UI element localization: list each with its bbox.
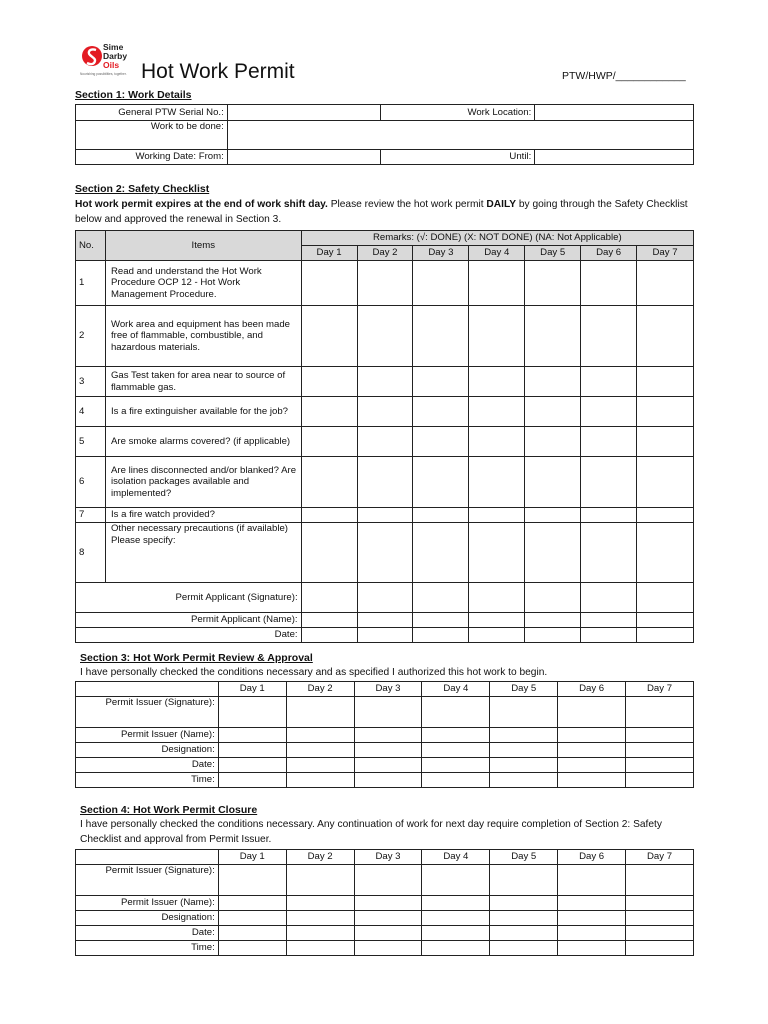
issuer-cell-day-1[interactable] (218, 728, 286, 743)
applicant-cell-day-6[interactable] (581, 628, 637, 643)
logo-text (103, 43, 127, 70)
issuer-row (76, 926, 694, 941)
day-header-7: Day 7 (626, 850, 694, 865)
applicant-signature-label: Permit Applicant (Signature): (76, 583, 302, 613)
checklist-cell-day-7[interactable] (637, 261, 694, 306)
issuer-cell-day-6[interactable] (558, 773, 626, 788)
applicant-cell-day-2[interactable] (357, 628, 413, 643)
issuer-cell-day-1[interactable] (218, 743, 286, 758)
applicant-cell-day-6[interactable] (581, 613, 637, 628)
logo-word-darby: Darby (103, 51, 128, 61)
item-number: 7 (76, 508, 106, 523)
issuer-cell-day-7[interactable] (626, 743, 694, 758)
issuer-row-label: Designation: (76, 911, 219, 926)
issuer-cell-day-2[interactable] (286, 896, 354, 911)
issuer-cell-day-1[interactable] (218, 758, 286, 773)
issuer-cell-day-3[interactable] (354, 743, 422, 758)
item-text: Read and understand the Hot Work Procedure OCP 12 - Hot Work Management Procedure. (105, 261, 301, 306)
applicant-cell-day-7[interactable] (637, 628, 694, 643)
intro-b: by going through the Safety Checklist below and approved the renewal in Section 3. (75, 199, 688, 225)
issuer-cell-day-6[interactable] (558, 926, 626, 941)
checklist-row (76, 427, 694, 457)
checklist-cell-day-6[interactable] (581, 306, 637, 367)
issuer-cell-day-2[interactable] (286, 773, 354, 788)
section4-intro: I have personally checked the conditions necessary. Any continuation of work for next day require completion of Section 2: Safety Checklist and approval from Permit Issuer. (80, 819, 662, 845)
issuer-row-label: Permit Issuer (Signature): (76, 865, 219, 896)
location-field[interactable] (535, 105, 694, 121)
until-field[interactable] (535, 150, 694, 165)
issuer-cell-day-7[interactable] (626, 865, 694, 896)
checklist-row (76, 523, 694, 583)
checklist-cell-day-3[interactable] (413, 397, 469, 427)
serial-field[interactable] (227, 105, 381, 121)
issuer-cell-day-5[interactable] (490, 758, 558, 773)
issuer-row-label: Time: (76, 773, 219, 788)
applicant-cell-day-3[interactable] (413, 613, 469, 628)
applicant-row (76, 583, 694, 613)
issuer-cell-day-1[interactable] (218, 697, 286, 728)
issuer-cell-day-3[interactable] (354, 773, 422, 788)
checklist-cell-day-5[interactable] (525, 457, 581, 508)
section2-title: Section 2: Safety Checklist (75, 183, 210, 195)
issuer-cell-day-4[interactable] (422, 758, 490, 773)
checklist-cell-day-4[interactable] (469, 261, 525, 306)
until-label: Until: (381, 150, 535, 165)
section4-title: Section 4: Hot Work Permit Closure (80, 804, 258, 816)
issuer-cell-day-7[interactable] (626, 896, 694, 911)
applicant-cell-day-5[interactable] (525, 628, 581, 643)
logo-tagline: Nourishing possibilities, together. (80, 72, 127, 76)
checklist-cell-day-5[interactable] (525, 427, 581, 457)
issuer-cell-day-7[interactable] (626, 911, 694, 926)
issuer-row (76, 865, 694, 896)
work-field[interactable] (227, 121, 693, 150)
issuer-cell-day-1[interactable] (218, 926, 286, 941)
applicant-cell-day-3[interactable] (413, 628, 469, 643)
day-header-7: Day 7 (626, 682, 694, 697)
checklist-cell-day-4[interactable] (469, 397, 525, 427)
day-header-4: Day 4 (422, 850, 490, 865)
checklist-cell-day-1[interactable] (301, 367, 357, 397)
issuer-cell-day-3[interactable] (354, 926, 422, 941)
item-number: 2 (76, 306, 106, 367)
issuer-row-label: Designation: (76, 743, 219, 758)
issuer-cell-day-1[interactable] (218, 896, 286, 911)
day-header-5: Day 5 (525, 246, 581, 261)
issuer-row (76, 773, 694, 788)
checklist-cell-day-5[interactable] (525, 367, 581, 397)
day-header-6: Day 6 (581, 246, 637, 261)
issuer-cell-day-4[interactable] (422, 697, 490, 728)
checklist-cell-day-4[interactable] (469, 367, 525, 397)
item-text: Are smoke alarms covered? (if applicable) (105, 427, 301, 457)
issuer-cell-day-7[interactable] (626, 941, 694, 956)
checklist-cell-day-7[interactable] (637, 427, 694, 457)
applicant-cell-day-2[interactable] (357, 613, 413, 628)
approval-table (75, 681, 694, 788)
checklist-cell-day-4[interactable] (469, 523, 525, 583)
checklist-cell-day-1[interactable] (301, 427, 357, 457)
checklist-cell-day-2[interactable] (357, 508, 413, 523)
day-header-3: Day 3 (413, 246, 469, 261)
issuer-cell-day-2[interactable] (286, 728, 354, 743)
intro-a: Please review the hot work permit (327, 199, 487, 210)
checklist-cell-day-3[interactable] (413, 261, 469, 306)
date-from-field[interactable] (227, 150, 381, 165)
checklist-cell-day-6[interactable] (581, 427, 637, 457)
issuer-cell-day-4[interactable] (422, 896, 490, 911)
issuer-cell-day-5[interactable] (490, 743, 558, 758)
issuer-row-label: Date: (76, 926, 219, 941)
issuer-cell-day-5[interactable] (490, 697, 558, 728)
day-header-5: Day 5 (490, 682, 558, 697)
checklist-cell-day-1[interactable] (301, 306, 357, 367)
applicant-cell-day-7[interactable] (637, 583, 694, 613)
issuer-cell-day-6[interactable] (558, 865, 626, 896)
checklist-cell-day-7[interactable] (637, 457, 694, 508)
serial-label: General PTW Serial No.: (76, 105, 228, 121)
issuer-row-label: Time: (76, 941, 219, 956)
day-header-3: Day 3 (354, 850, 422, 865)
applicant-cell-day-1[interactable] (301, 583, 357, 613)
checklist-cell-day-2[interactable] (357, 367, 413, 397)
issuer-row (76, 697, 694, 728)
issuer-row-label: Permit Issuer (Signature): (76, 697, 219, 728)
day-header-4: Day 4 (469, 246, 525, 261)
checklist-cell-day-6[interactable] (581, 397, 637, 427)
checklist-cell-day-1[interactable] (301, 261, 357, 306)
issuer-cell-day-1[interactable] (218, 773, 286, 788)
issuer-row (76, 728, 694, 743)
day-header-2: Day 2 (357, 246, 413, 261)
issuer-row-label: Permit Issuer (Name): (76, 728, 219, 743)
logo-word-oils: Oils (103, 60, 120, 70)
issuer-cell-day-1[interactable] (218, 865, 286, 896)
checklist-cell-day-4[interactable] (469, 457, 525, 508)
item-number: 8 (76, 523, 106, 583)
issuer-cell-day-2[interactable] (286, 743, 354, 758)
section3-title: Section 3: Hot Work Permit Review & Approval (80, 652, 313, 664)
issuer-row (76, 743, 694, 758)
day-header-3: Day 3 (354, 682, 422, 697)
checklist-cell-day-7[interactable] (637, 397, 694, 427)
issuer-cell-day-2[interactable] (286, 758, 354, 773)
issuer-cell-day-7[interactable] (626, 728, 694, 743)
item-text: Work area and equipment has been made free of flammable, combustible, and hazardous materials. (105, 306, 301, 367)
issuer-cell-day-3[interactable] (354, 758, 422, 773)
checklist-cell-day-7[interactable] (637, 306, 694, 367)
checklist-cell-day-1[interactable] (301, 397, 357, 427)
issuer-row-label: Date: (76, 758, 219, 773)
issuer-cell-day-3[interactable] (354, 896, 422, 911)
section1-title: Section 1: Work Details (75, 89, 192, 101)
col-no: No. (76, 231, 106, 261)
issuer-cell-day-5[interactable] (490, 941, 558, 956)
issuer-cell-day-3[interactable] (354, 941, 422, 956)
section2-intro (75, 198, 695, 227)
issuer-cell-day-4[interactable] (422, 728, 490, 743)
checklist-cell-day-2[interactable] (357, 427, 413, 457)
applicant-cell-day-3[interactable] (413, 583, 469, 613)
blank-header-cell (76, 682, 219, 697)
checklist-cell-day-6[interactable] (581, 523, 637, 583)
location-label: Work Location: (381, 105, 535, 121)
day-header-2: Day 2 (286, 850, 354, 865)
issuer-cell-day-4[interactable] (422, 773, 490, 788)
issuer-row (76, 941, 694, 956)
checklist-row (76, 508, 694, 523)
checklist-row (76, 397, 694, 427)
issuer-cell-day-6[interactable] (558, 896, 626, 911)
issuer-row-label: Permit Issuer (Name): (76, 896, 219, 911)
issuer-cell-day-5[interactable] (490, 773, 558, 788)
checklist-cell-day-5[interactable] (525, 508, 581, 523)
checklist-cell-day-3[interactable] (413, 306, 469, 367)
applicant-date-label: Date: (76, 628, 302, 643)
day-header-5: Day 5 (490, 850, 558, 865)
issuer-cell-day-6[interactable] (558, 941, 626, 956)
applicant-cell-day-1[interactable] (301, 613, 357, 628)
checklist-cell-day-2[interactable] (357, 397, 413, 427)
issuer-cell-day-6[interactable] (558, 697, 626, 728)
checklist-cell-day-5[interactable] (525, 397, 581, 427)
checklist-cell-day-2[interactable] (357, 457, 413, 508)
issuer-cell-day-7[interactable] (626, 773, 694, 788)
issuer-cell-day-4[interactable] (422, 911, 490, 926)
closure-table (75, 849, 694, 956)
col-items: Items (105, 231, 301, 261)
checklist-cell-day-3[interactable] (413, 508, 469, 523)
applicant-cell-day-4[interactable] (469, 628, 525, 643)
applicant-row (76, 628, 694, 643)
issuer-cell-day-3[interactable] (354, 728, 422, 743)
day-header-1: Day 1 (218, 850, 286, 865)
checklist-cell-day-3[interactable] (413, 427, 469, 457)
issuer-cell-day-5[interactable] (490, 911, 558, 926)
issuer-row (76, 896, 694, 911)
issuer-cell-day-7[interactable] (626, 697, 694, 728)
checklist-cell-day-2[interactable] (357, 261, 413, 306)
applicant-cell-day-2[interactable] (357, 583, 413, 613)
issuer-cell-day-6[interactable] (558, 743, 626, 758)
applicant-row (76, 613, 694, 628)
checklist-cell-day-5[interactable] (525, 523, 581, 583)
issuer-cell-day-4[interactable] (422, 743, 490, 758)
checklist-row (76, 367, 694, 397)
checklist-cell-day-3[interactable] (413, 367, 469, 397)
day-header-7: Day 7 (637, 246, 694, 261)
applicant-cell-day-5[interactable] (525, 613, 581, 628)
day-header-row (76, 682, 694, 697)
checklist-cell-day-2[interactable] (357, 523, 413, 583)
issuer-cell-day-2[interactable] (286, 697, 354, 728)
issuer-cell-day-2[interactable] (286, 911, 354, 926)
checklist-cell-day-5[interactable] (525, 261, 581, 306)
checklist-cell-day-2[interactable] (357, 306, 413, 367)
checklist-cell-day-6[interactable] (581, 457, 637, 508)
checklist-cell-day-3[interactable] (413, 523, 469, 583)
item-number: 3 (76, 367, 106, 397)
item-text: Other necessary precautions (if available) Please specify: (105, 523, 301, 583)
checklist-cell-day-6[interactable] (581, 367, 637, 397)
checklist-cell-day-4[interactable] (469, 306, 525, 367)
work-label: Work to be done: (76, 121, 228, 150)
day-header-6: Day 6 (558, 850, 626, 865)
applicant-cell-day-7[interactable] (637, 613, 694, 628)
issuer-cell-day-5[interactable] (490, 865, 558, 896)
date-from-label: Working Date: From: (76, 150, 228, 165)
checklist-cell-day-6[interactable] (581, 508, 637, 523)
permit-reference: PTW/HWP/____________ (562, 70, 686, 82)
issuer-cell-day-3[interactable] (354, 865, 422, 896)
checklist-cell-day-1[interactable] (301, 523, 357, 583)
company-logo (80, 42, 140, 82)
day-header-row (76, 850, 694, 865)
issuer-row (76, 758, 694, 773)
checklist-cell-day-3[interactable] (413, 457, 469, 508)
issuer-cell-day-3[interactable] (354, 697, 422, 728)
checklist-row (76, 306, 694, 367)
issuer-cell-day-7[interactable] (626, 926, 694, 941)
issuer-cell-day-4[interactable] (422, 941, 490, 956)
day-header-2: Day 2 (286, 682, 354, 697)
checklist-cell-day-4[interactable] (469, 508, 525, 523)
issuer-cell-day-5[interactable] (490, 728, 558, 743)
checklist-cell-day-7[interactable] (637, 523, 694, 583)
day-header-4: Day 4 (422, 682, 490, 697)
item-number: 5 (76, 427, 106, 457)
day-header-1: Day 1 (301, 246, 357, 261)
checklist-cell-day-6[interactable] (581, 261, 637, 306)
issuer-row (76, 911, 694, 926)
issuer-cell-day-5[interactable] (490, 896, 558, 911)
item-number: 6 (76, 457, 106, 508)
col-remarks: Remarks: (√: DONE) (X: NOT DONE) (NA: Not Applicable) (301, 231, 693, 246)
item-number: 1 (76, 261, 106, 306)
issuer-cell-day-1[interactable] (218, 911, 286, 926)
issuer-cell-day-5[interactable] (490, 926, 558, 941)
issuer-cell-day-2[interactable] (286, 941, 354, 956)
item-number: 4 (76, 397, 106, 427)
logo-word-sime: Sime (103, 42, 124, 52)
issuer-cell-day-2[interactable] (286, 865, 354, 896)
day-header-6: Day 6 (558, 682, 626, 697)
checklist-cell-day-5[interactable] (525, 306, 581, 367)
blank-header-cell (76, 850, 219, 865)
applicant-cell-day-4[interactable] (469, 613, 525, 628)
applicant-cell-day-6[interactable] (581, 583, 637, 613)
item-text: Gas Test taken for area near to source of flammable gas. (105, 367, 301, 397)
issuer-cell-day-7[interactable] (626, 758, 694, 773)
issuer-cell-day-2[interactable] (286, 926, 354, 941)
intro-bold: Hot work permit expires at the end of work shift day. (75, 199, 328, 210)
section3-intro: I have personally checked the conditions necessary and as specified I authorized this hot work to begin. (80, 667, 548, 678)
issuer-cell-day-4[interactable] (422, 926, 490, 941)
issuer-cell-day-6[interactable] (558, 911, 626, 926)
issuer-cell-day-4[interactable] (422, 865, 490, 896)
issuer-cell-day-6[interactable] (558, 728, 626, 743)
checklist-row (76, 261, 694, 306)
page-title: Hot Work Permit (141, 60, 295, 83)
checklist-cell-day-7[interactable] (637, 367, 694, 397)
applicant-cell-day-4[interactable] (469, 583, 525, 613)
checklist-cell-day-7[interactable] (637, 508, 694, 523)
checklist-cell-day-1[interactable] (301, 457, 357, 508)
item-text: Is a fire extinguisher available for the job? (105, 397, 301, 427)
issuer-cell-day-1[interactable] (218, 941, 286, 956)
item-text: Are lines disconnected and/or blanked? Are isolation packages available and implemented? (105, 457, 301, 508)
applicant-cell-day-5[interactable] (525, 583, 581, 613)
day-header-1: Day 1 (218, 682, 286, 697)
safety-checklist-table (75, 230, 694, 643)
issuer-cell-day-6[interactable] (558, 758, 626, 773)
checklist-cell-day-1[interactable] (301, 508, 357, 523)
checklist-row (76, 457, 694, 508)
item-text: Is a fire watch provided? (105, 508, 301, 523)
applicant-name-label: Permit Applicant (Name): (76, 613, 302, 628)
intro-daily: DAILY (486, 199, 517, 210)
checklist-cell-day-4[interactable] (469, 427, 525, 457)
applicant-cell-day-1[interactable] (301, 628, 357, 643)
work-details-table (75, 104, 694, 165)
issuer-cell-day-3[interactable] (354, 911, 422, 926)
